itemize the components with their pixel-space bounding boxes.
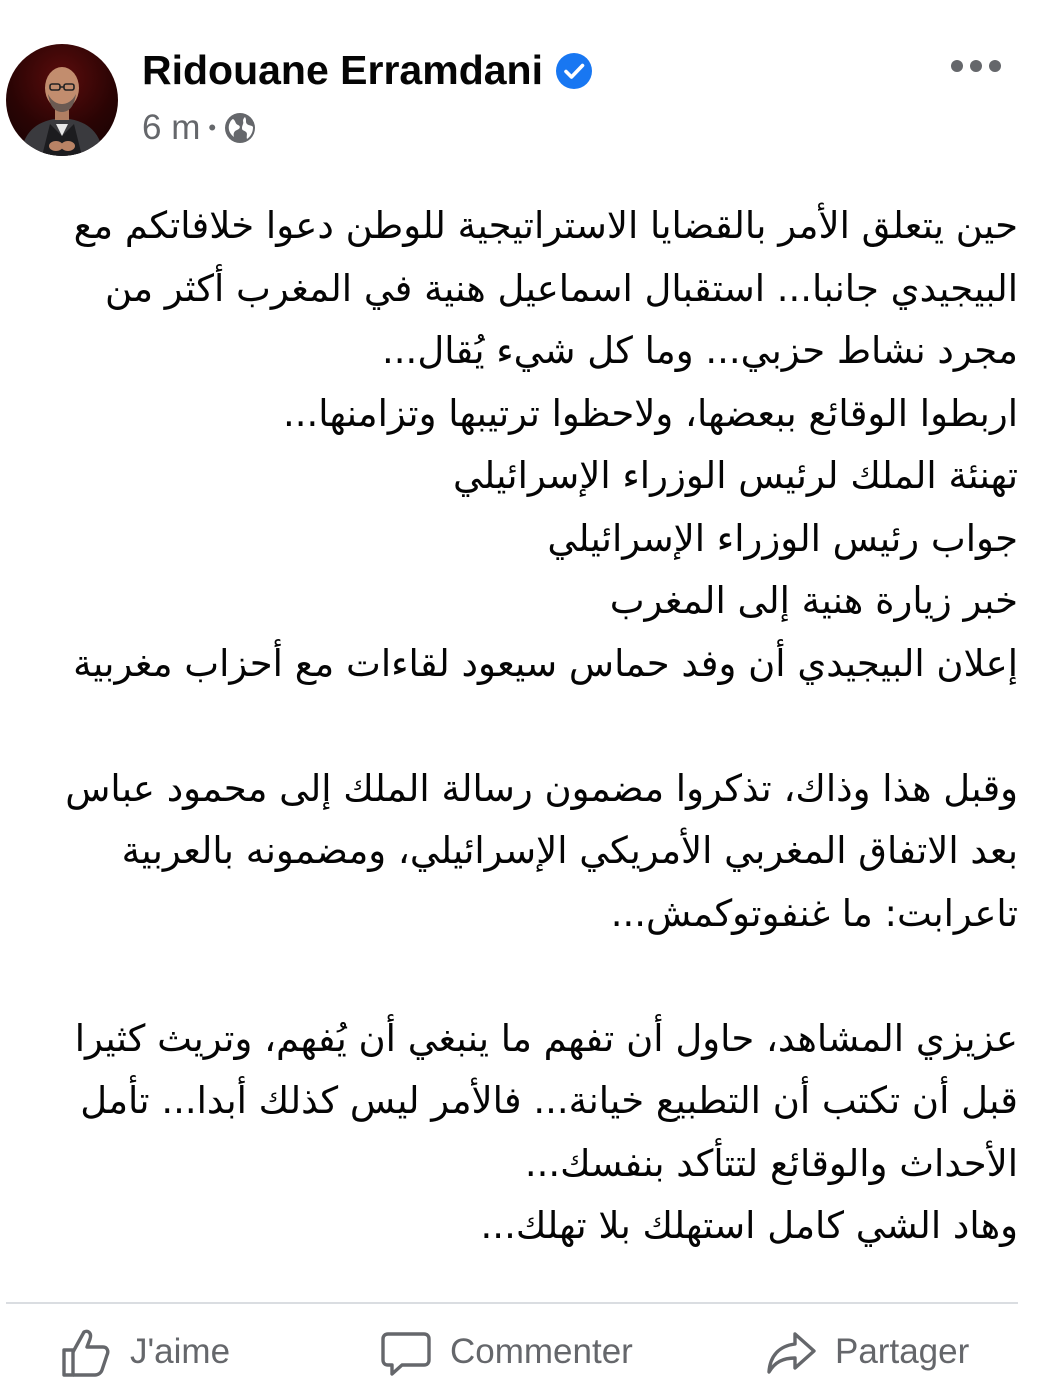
author-avatar[interactable] (6, 44, 118, 156)
post-text (10, 195, 1018, 1258)
divider (6, 1302, 1018, 1304)
like-label: J'aime (130, 1331, 231, 1371)
post-text-line: اربطوا الوقائع ببعضها، ولاحظوا ترتيبها وتزامنها... (283, 391, 1018, 435)
post-text-line: الأحداث والوقائع لتتأكد بنفسك... (524, 1141, 1018, 1185)
more-options-button[interactable] (944, 46, 1008, 86)
post-text-line: إعلان البيجيدي أن وفد حماس سيعود لقاءات مع أحزاب مغربية (73, 641, 1018, 685)
post-text-line: مجرد نشاط حزبي... وما كل شيء يُقال... (382, 329, 1018, 372)
share-arrow-icon (765, 1326, 817, 1378)
post-text-line: بعد الاتفاق المغربي الأمريكي الإسرائيلي، ومضمونه بالعربية (121, 829, 1018, 872)
post-text-line: عزيزي المشاهد، حاول أن تفهم ما ينبغي أن يُفهم، وتريث كثيرا (74, 1016, 1018, 1060)
like-button[interactable] (60, 1318, 230, 1385)
post-meta (142, 106, 256, 150)
post-text-line: وقبل هذا وذاك، تذكروا مضمون رسالة الملك إلى محمود عباس (65, 766, 1018, 810)
post-text-line: جواب رئيس الوزراء الإسرائيلي (547, 516, 1018, 560)
post-text-line: تاعرابت: ما غنفوتوكمش... (610, 891, 1018, 935)
action-bar (0, 1318, 1040, 1385)
meta-separator: • (208, 115, 217, 140)
post-text-line: خبر زيارة هنية إلى المغرب (609, 579, 1018, 622)
more-options-icon (950, 59, 1002, 73)
post-header (0, 0, 1040, 170)
post-timestamp[interactable]: 6 m (142, 108, 201, 147)
share-button[interactable] (765, 1318, 969, 1385)
author-name[interactable]: Ridouane Erramdani (142, 47, 543, 93)
post-text-line: البيجيدي جانبا... استقبال اسماعيل هنية في المغرب أكثر من (105, 266, 1018, 310)
comment-bubble-icon (380, 1326, 432, 1378)
thumbs-up-icon (60, 1326, 112, 1378)
comment-button[interactable] (380, 1318, 633, 1385)
paragraph-break (10, 695, 1018, 758)
comment-label: Commenter (450, 1331, 633, 1371)
post-text-line: قبل أن تكتب أن التطبيع خيانة... فالأمر ليس كذلك أبدا... تأمل (80, 1079, 1018, 1122)
avatar-portrait (6, 44, 118, 156)
globe-icon[interactable] (224, 112, 256, 144)
post-text-line: وهاد الشي كامل استهلك بلا تهلك... (480, 1204, 1018, 1247)
post-text-line: حين يتعلق الأمر بالقضايا الاستراتيجية للوطن دعوا خلافاتكم مع (73, 204, 1018, 247)
paragraph-break (10, 945, 1018, 1008)
share-label: Partager (835, 1331, 970, 1371)
verified-badge-icon (555, 52, 593, 90)
post-text-line: تهنئة الملك لرئيس الوزراء الإسرائيلي (453, 454, 1018, 497)
